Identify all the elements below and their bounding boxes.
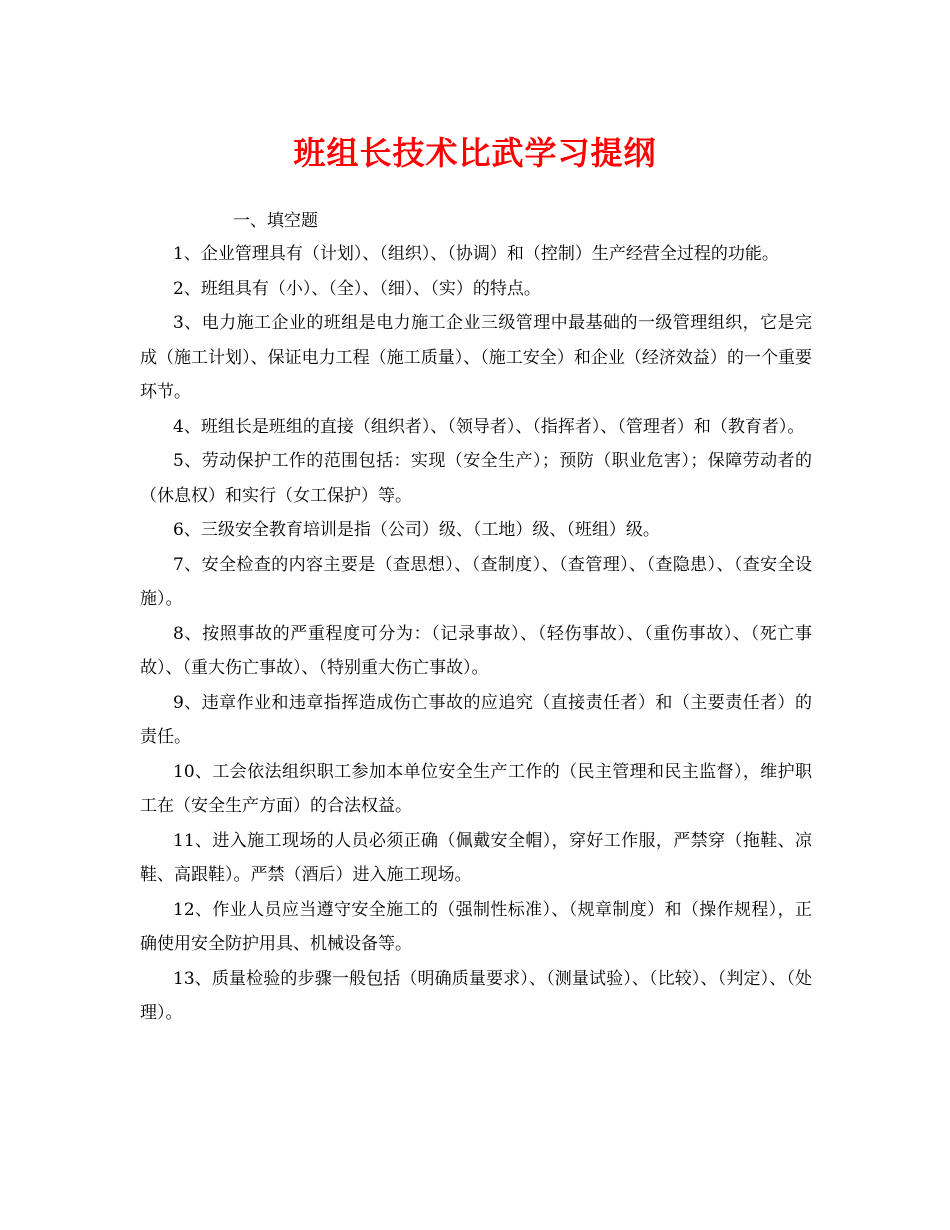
paragraph: 5、劳动保护工作的范围包括：实现（安全生产）；预防（职业危害）；保障劳动者的（休息权）和实行（女工保护）等。 [140, 451, 812, 506]
paragraph: 12、作业人员应当遵守安全施工的（强制性标准）、（规章制度）和（操作规程），正确使用安全防护用具、机械设备等。 [140, 899, 812, 954]
paragraph: 3、电力施工企业的班组是电力施工企业三级管理中最基础的一级管理组织，它是完成（施工计划）、保证电力工程（施工质量）、（施工安全）和企业（经济效益）的一个重要环节。 [140, 313, 812, 402]
paragraph: 7、安全检查的内容主要是（查思想）、（查制度）、（查管理）、（查隐患）、（查安全设施）。 [140, 554, 812, 609]
paragraph: 9、违章作业和违章指挥造成伤亡事故的应追究（直接责任者）和（主要责任者）的责任。 [140, 692, 812, 747]
paragraph: 1、企业管理具有（计划）、（组织）、（协调）和（控制）生产经营全过程的功能。 [173, 244, 779, 264]
document-body [140, 237, 812, 1031]
section-heading: 一、填空题 [233, 211, 318, 231]
paragraph: 11、进入施工现场的人员必须正确（佩戴安全帽），穿好工作服，严禁穿（拖鞋、凉鞋、高跟鞋）。严禁（酒后）进入施工现场。 [140, 830, 812, 885]
paragraph: 10、工会依法组织职工参加本单位安全生产工作的（民主管理和民主监督），维护职工在（安全生产方面）的合法权益。 [140, 761, 812, 816]
paragraph: 2、班组具有（小）、（全）、（细）、（实）的特点。 [173, 278, 541, 299]
paragraph: 13、质量检验的步骤一般包括（明确质量要求）、（测量试验）、（比较）、（判定）、（处理）。 [140, 968, 812, 1023]
paragraph: 6、三级安全教育培训是指（公司）级、（工地）级、（班组）级。 [173, 520, 660, 540]
paragraph: 4、班组长是班组的直接（组织者）、（领导者）、（指挥者）、（管理者）和（教育者）。 [173, 416, 805, 437]
document-title: 班组长技术比武学习提纲 [293, 134, 657, 172]
paragraph: 8、按照事故的严重程度可分为：（记录事故）、（轻伤事故）、（重伤事故）、（死亡事故）、（重大伤亡事故）、（特别重大伤亡事故）。 [140, 623, 812, 678]
